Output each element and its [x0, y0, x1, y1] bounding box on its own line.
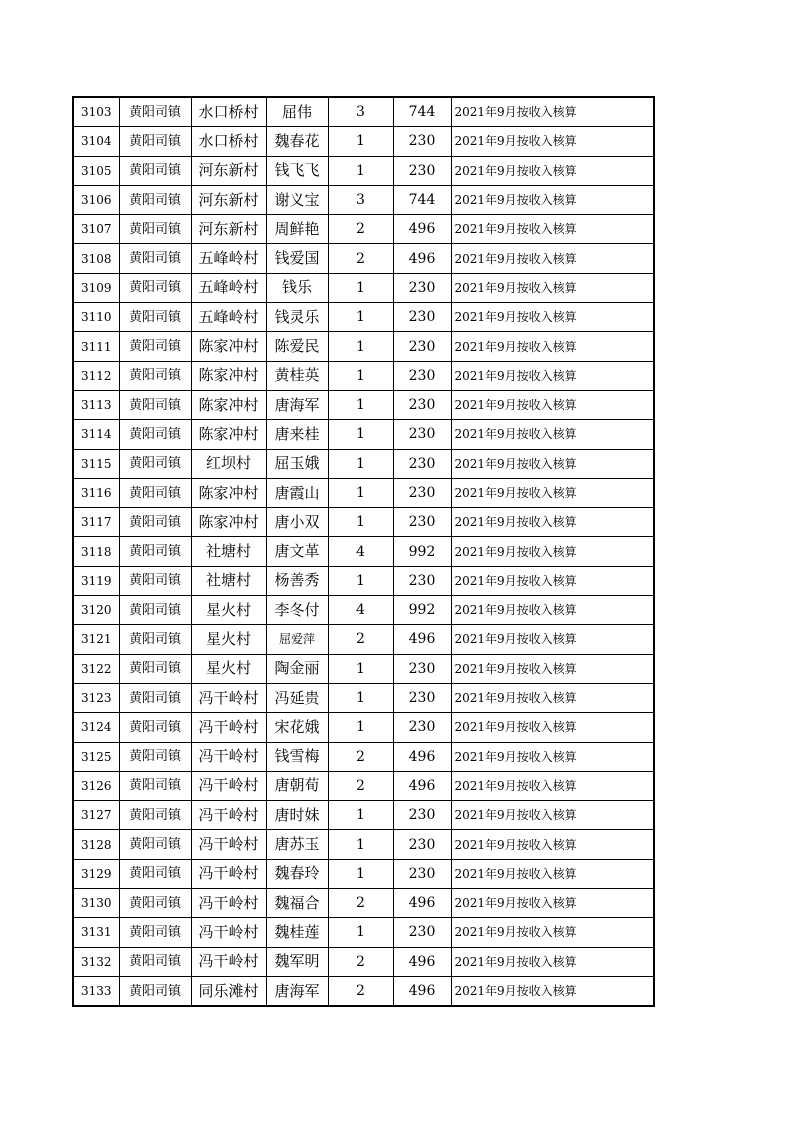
row-number-cell: 3103 [73, 97, 119, 127]
note-cell: 2021年9月按收入核算 [451, 185, 654, 214]
town-cell: 黄阳司镇 [119, 127, 191, 156]
note-cell: 2021年9月按收入核算 [451, 683, 654, 712]
name-cell: 唐时妹 [266, 801, 328, 830]
name-cell: 唐文革 [266, 537, 328, 566]
name-cell: 钱飞飞 [266, 156, 328, 185]
table-row [73, 215, 654, 244]
household-count-cell: 2 [328, 889, 393, 918]
table-row [73, 303, 654, 332]
town-cell: 黄阳司镇 [119, 889, 191, 918]
name-cell: 魏春花 [266, 127, 328, 156]
table-row [73, 97, 654, 127]
name-cell: 魏军明 [266, 947, 328, 976]
household-count-cell: 1 [328, 859, 393, 888]
town-cell: 黄阳司镇 [119, 801, 191, 830]
household-count-cell: 2 [328, 976, 393, 1006]
row-number-cell: 3105 [73, 156, 119, 185]
amount-cell: 230 [393, 332, 451, 361]
town-cell: 黄阳司镇 [119, 185, 191, 214]
table-body [73, 97, 654, 1006]
name-cell: 魏春玲 [266, 859, 328, 888]
row-number-cell: 3123 [73, 683, 119, 712]
town-cell: 黄阳司镇 [119, 537, 191, 566]
row-number-cell: 3121 [73, 625, 119, 654]
row-number-cell: 3109 [73, 273, 119, 302]
household-count-cell: 1 [328, 156, 393, 185]
household-count-cell: 2 [328, 742, 393, 771]
table-row [73, 449, 654, 478]
household-count-cell: 2 [328, 771, 393, 800]
note-cell: 2021年9月按收入核算 [451, 215, 654, 244]
amount-cell: 230 [393, 713, 451, 742]
town-cell: 黄阳司镇 [119, 390, 191, 419]
amount-cell: 230 [393, 859, 451, 888]
town-cell: 黄阳司镇 [119, 449, 191, 478]
village-cell: 冯干岭村 [191, 713, 266, 742]
village-cell: 社塘村 [191, 566, 266, 595]
village-cell: 陈家冲村 [191, 478, 266, 507]
amount-cell: 496 [393, 889, 451, 918]
amount-cell: 230 [393, 127, 451, 156]
name-cell: 唐来桂 [266, 420, 328, 449]
note-cell: 2021年9月按收入核算 [451, 830, 654, 859]
household-count-cell: 1 [328, 361, 393, 390]
row-number-cell: 3125 [73, 742, 119, 771]
household-count-cell: 1 [328, 478, 393, 507]
household-count-cell: 1 [328, 683, 393, 712]
row-number-cell: 3106 [73, 185, 119, 214]
row-number-cell: 3112 [73, 361, 119, 390]
village-cell: 五峰岭村 [191, 303, 266, 332]
table-row [73, 830, 654, 859]
data-table [72, 96, 655, 1007]
amount-cell: 496 [393, 947, 451, 976]
table-row [73, 508, 654, 537]
village-cell: 红坝村 [191, 449, 266, 478]
note-cell: 2021年9月按收入核算 [451, 420, 654, 449]
household-count-cell: 2 [328, 625, 393, 654]
table-row [73, 654, 654, 683]
amount-cell: 230 [393, 273, 451, 302]
town-cell: 黄阳司镇 [119, 420, 191, 449]
name-cell: 周鲜艳 [266, 215, 328, 244]
town-cell: 黄阳司镇 [119, 566, 191, 595]
household-count-cell: 3 [328, 185, 393, 214]
town-cell: 黄阳司镇 [119, 332, 191, 361]
row-number-cell: 3122 [73, 654, 119, 683]
village-cell: 冯干岭村 [191, 947, 266, 976]
household-count-cell: 1 [328, 566, 393, 595]
note-cell: 2021年9月按收入核算 [451, 771, 654, 800]
town-cell: 黄阳司镇 [119, 771, 191, 800]
note-cell: 2021年9月按收入核算 [451, 625, 654, 654]
row-number-cell: 3114 [73, 420, 119, 449]
amount-cell: 992 [393, 596, 451, 625]
village-cell: 同乐滩村 [191, 976, 266, 1006]
amount-cell: 230 [393, 801, 451, 830]
town-cell: 黄阳司镇 [119, 215, 191, 244]
town-cell: 黄阳司镇 [119, 303, 191, 332]
village-cell: 河东新村 [191, 185, 266, 214]
household-count-cell: 1 [328, 918, 393, 947]
town-cell: 黄阳司镇 [119, 830, 191, 859]
table-row [73, 273, 654, 302]
table-row [73, 185, 654, 214]
amount-cell: 496 [393, 976, 451, 1006]
name-cell: 钱灵乐 [266, 303, 328, 332]
name-cell: 陶金丽 [266, 654, 328, 683]
household-count-cell: 3 [328, 97, 393, 127]
row-number-cell: 3130 [73, 889, 119, 918]
table-row [73, 390, 654, 419]
town-cell: 黄阳司镇 [119, 478, 191, 507]
row-number-cell: 3133 [73, 976, 119, 1006]
village-cell: 水口桥村 [191, 127, 266, 156]
name-cell: 陈爱民 [266, 332, 328, 361]
row-number-cell: 3117 [73, 508, 119, 537]
household-count-cell: 4 [328, 596, 393, 625]
note-cell: 2021年9月按收入核算 [451, 947, 654, 976]
name-cell: 唐小双 [266, 508, 328, 537]
name-cell: 冯延贵 [266, 683, 328, 712]
table-row [73, 596, 654, 625]
name-cell: 唐霞山 [266, 478, 328, 507]
note-cell: 2021年9月按收入核算 [451, 97, 654, 127]
row-number-cell: 3110 [73, 303, 119, 332]
row-number-cell: 3107 [73, 215, 119, 244]
village-cell: 河东新村 [191, 215, 266, 244]
amount-cell: 496 [393, 244, 451, 273]
household-count-cell: 1 [328, 127, 393, 156]
note-cell: 2021年9月按收入核算 [451, 713, 654, 742]
name-cell: 钱雪梅 [266, 742, 328, 771]
note-cell: 2021年9月按收入核算 [451, 303, 654, 332]
table-row [73, 683, 654, 712]
name-cell: 钱爱国 [266, 244, 328, 273]
name-cell: 钱乐 [266, 273, 328, 302]
town-cell: 黄阳司镇 [119, 713, 191, 742]
village-cell: 河东新村 [191, 156, 266, 185]
household-count-cell: 1 [328, 449, 393, 478]
village-cell: 星火村 [191, 625, 266, 654]
amount-cell: 496 [393, 742, 451, 771]
name-cell: 唐朝荀 [266, 771, 328, 800]
note-cell: 2021年9月按收入核算 [451, 478, 654, 507]
note-cell: 2021年9月按收入核算 [451, 889, 654, 918]
table-row [73, 244, 654, 273]
note-cell: 2021年9月按收入核算 [451, 332, 654, 361]
town-cell: 黄阳司镇 [119, 947, 191, 976]
table-row [73, 625, 654, 654]
amount-cell: 230 [393, 830, 451, 859]
amount-cell: 992 [393, 537, 451, 566]
village-cell: 水口桥村 [191, 97, 266, 127]
amount-cell: 230 [393, 390, 451, 419]
village-cell: 冯干岭村 [191, 918, 266, 947]
row-number-cell: 3111 [73, 332, 119, 361]
name-cell: 杨善秀 [266, 566, 328, 595]
village-cell: 社塘村 [191, 537, 266, 566]
table-row [73, 478, 654, 507]
village-cell: 冯干岭村 [191, 889, 266, 918]
amount-cell: 744 [393, 97, 451, 127]
note-cell: 2021年9月按收入核算 [451, 596, 654, 625]
household-count-cell: 1 [328, 830, 393, 859]
row-number-cell: 3126 [73, 771, 119, 800]
amount-cell: 230 [393, 654, 451, 683]
row-number-cell: 3131 [73, 918, 119, 947]
amount-cell: 230 [393, 683, 451, 712]
name-cell: 屈伟 [266, 97, 328, 127]
town-cell: 黄阳司镇 [119, 273, 191, 302]
note-cell: 2021年9月按收入核算 [451, 508, 654, 537]
town-cell: 黄阳司镇 [119, 156, 191, 185]
table-row [73, 156, 654, 185]
note-cell: 2021年9月按收入核算 [451, 859, 654, 888]
town-cell: 黄阳司镇 [119, 596, 191, 625]
table-row [73, 918, 654, 947]
household-count-cell: 1 [328, 801, 393, 830]
row-number-cell: 3118 [73, 537, 119, 566]
town-cell: 黄阳司镇 [119, 654, 191, 683]
row-number-cell: 3104 [73, 127, 119, 156]
note-cell: 2021年9月按收入核算 [451, 361, 654, 390]
village-cell: 星火村 [191, 596, 266, 625]
household-count-cell: 2 [328, 244, 393, 273]
amount-cell: 496 [393, 771, 451, 800]
row-number-cell: 3115 [73, 449, 119, 478]
table-row [73, 771, 654, 800]
town-cell: 黄阳司镇 [119, 625, 191, 654]
amount-cell: 230 [393, 303, 451, 332]
village-cell: 陈家冲村 [191, 390, 266, 419]
name-cell: 魏桂莲 [266, 918, 328, 947]
amount-cell: 230 [393, 420, 451, 449]
table-row [73, 947, 654, 976]
amount-cell: 230 [393, 508, 451, 537]
row-number-cell: 3108 [73, 244, 119, 273]
row-number-cell: 3128 [73, 830, 119, 859]
village-cell: 星火村 [191, 654, 266, 683]
town-cell: 黄阳司镇 [119, 244, 191, 273]
table-row [73, 859, 654, 888]
town-cell: 黄阳司镇 [119, 742, 191, 771]
household-count-cell: 1 [328, 273, 393, 302]
table-row [73, 742, 654, 771]
village-cell: 冯干岭村 [191, 859, 266, 888]
village-cell: 陈家冲村 [191, 508, 266, 537]
note-cell: 2021年9月按收入核算 [451, 654, 654, 683]
table-row [73, 420, 654, 449]
amount-cell: 230 [393, 361, 451, 390]
amount-cell: 230 [393, 156, 451, 185]
table-row [73, 976, 654, 1006]
amount-cell: 230 [393, 566, 451, 595]
amount-cell: 744 [393, 185, 451, 214]
amount-cell: 230 [393, 478, 451, 507]
name-cell: 魏福合 [266, 889, 328, 918]
table-row [73, 537, 654, 566]
town-cell: 黄阳司镇 [119, 976, 191, 1006]
name-cell: 唐苏玉 [266, 830, 328, 859]
name-cell: 李冬付 [266, 596, 328, 625]
note-cell: 2021年9月按收入核算 [451, 801, 654, 830]
household-count-cell: 2 [328, 947, 393, 976]
household-count-cell: 1 [328, 390, 393, 419]
household-count-cell: 1 [328, 420, 393, 449]
note-cell: 2021年9月按收入核算 [451, 537, 654, 566]
row-number-cell: 3129 [73, 859, 119, 888]
table-row [73, 361, 654, 390]
household-count-cell: 1 [328, 332, 393, 361]
name-cell: 唐海军 [266, 390, 328, 419]
town-cell: 黄阳司镇 [119, 683, 191, 712]
town-cell: 黄阳司镇 [119, 508, 191, 537]
village-cell: 陈家冲村 [191, 332, 266, 361]
row-number-cell: 3127 [73, 801, 119, 830]
row-number-cell: 3113 [73, 390, 119, 419]
village-cell: 五峰岭村 [191, 244, 266, 273]
note-cell: 2021年9月按收入核算 [451, 127, 654, 156]
household-count-cell: 1 [328, 713, 393, 742]
village-cell: 冯干岭村 [191, 771, 266, 800]
village-cell: 冯干岭村 [191, 742, 266, 771]
amount-cell: 496 [393, 625, 451, 654]
row-number-cell: 3124 [73, 713, 119, 742]
town-cell: 黄阳司镇 [119, 918, 191, 947]
row-number-cell: 3116 [73, 478, 119, 507]
table-row [73, 889, 654, 918]
household-count-cell: 1 [328, 303, 393, 332]
note-cell: 2021年9月按收入核算 [451, 390, 654, 419]
household-count-cell: 2 [328, 215, 393, 244]
note-cell: 2021年9月按收入核算 [451, 449, 654, 478]
village-cell: 五峰岭村 [191, 273, 266, 302]
name-cell: 宋花娥 [266, 713, 328, 742]
note-cell: 2021年9月按收入核算 [451, 918, 654, 947]
note-cell: 2021年9月按收入核算 [451, 742, 654, 771]
table-row [73, 566, 654, 595]
amount-cell: 230 [393, 449, 451, 478]
household-count-cell: 1 [328, 654, 393, 683]
name-cell: 唐海军 [266, 976, 328, 1006]
amount-cell: 230 [393, 918, 451, 947]
table-row [73, 801, 654, 830]
village-cell: 陈家冲村 [191, 361, 266, 390]
town-cell: 黄阳司镇 [119, 859, 191, 888]
name-cell: 屈玉娥 [266, 449, 328, 478]
amount-cell: 496 [393, 215, 451, 244]
note-cell: 2021年9月按收入核算 [451, 273, 654, 302]
note-cell: 2021年9月按收入核算 [451, 244, 654, 273]
row-number-cell: 3120 [73, 596, 119, 625]
table-row [73, 332, 654, 361]
village-cell: 冯干岭村 [191, 830, 266, 859]
village-cell: 陈家冲村 [191, 420, 266, 449]
name-cell: 黄桂英 [266, 361, 328, 390]
note-cell: 2021年9月按收入核算 [451, 976, 654, 1006]
village-cell: 冯干岭村 [191, 801, 266, 830]
note-cell: 2021年9月按收入核算 [451, 566, 654, 595]
name-cell: 谢义宝 [266, 185, 328, 214]
household-count-cell: 4 [328, 537, 393, 566]
note-cell: 2021年9月按收入核算 [451, 156, 654, 185]
row-number-cell: 3132 [73, 947, 119, 976]
table-row [73, 127, 654, 156]
table-row [73, 713, 654, 742]
name-cell: 屈爱萍 [266, 625, 328, 654]
household-count-cell: 1 [328, 508, 393, 537]
village-cell: 冯干岭村 [191, 683, 266, 712]
row-number-cell: 3119 [73, 566, 119, 595]
town-cell: 黄阳司镇 [119, 361, 191, 390]
town-cell: 黄阳司镇 [119, 97, 191, 127]
